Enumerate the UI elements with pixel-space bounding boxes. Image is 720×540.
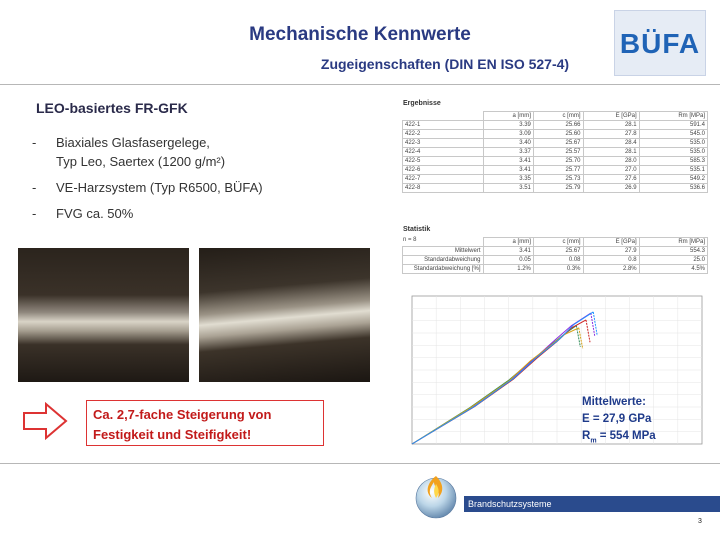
table-cell: 3.40 — [483, 139, 533, 148]
table-cell: 549.2 — [639, 175, 707, 184]
table-header-cell: a [mm] — [483, 112, 533, 121]
table-cell: 585.3 — [639, 157, 707, 166]
table-cell: 554.3 — [639, 247, 707, 256]
table-cell: Mittelwert — [403, 247, 484, 256]
bullet-dash: - — [32, 206, 37, 221]
table-cell: 25.57 — [533, 148, 583, 157]
bullet-text: FVG ca. 50% — [56, 206, 134, 221]
logo-text: BÜFA — [619, 28, 701, 59]
table-cell: 422-8 — [403, 184, 484, 193]
table-cell: 0.3% — [533, 265, 583, 274]
header-divider — [0, 84, 720, 85]
table-cell: 0.08 — [533, 256, 583, 265]
section-heading: LEO-basiertes FR-GFK — [36, 100, 188, 116]
means-strength — [582, 428, 656, 449]
table-cell: 27.8 — [583, 130, 639, 139]
table-cell: 422-4 — [403, 148, 484, 157]
table-cell: 0.05 — [483, 256, 533, 265]
table-cell: 28.0 — [583, 157, 639, 166]
table-row — [403, 139, 708, 148]
table-cell: 27.9 — [583, 247, 639, 256]
means-strength-value: = 554 MPa — [596, 430, 656, 442]
table-cell: 535.0 — [639, 148, 707, 157]
footer-brand: Brandschutzsysteme — [468, 499, 552, 509]
table-cell: 0.8 — [583, 256, 639, 265]
table-cell: 535.0 — [639, 139, 707, 148]
table-row — [403, 184, 708, 193]
means-title: Mittelwerte: — [582, 396, 646, 408]
results-table — [402, 111, 708, 193]
table-cell: 28.1 — [583, 121, 639, 130]
page-subtitle: Zugeigenschaften (DIN EN ISO 527-4) — [320, 56, 570, 72]
table-cell: 25.70 — [533, 157, 583, 166]
bullet-text: Biaxiales Glasfasergelege, — [56, 135, 210, 150]
table-cell: 3.41 — [483, 166, 533, 175]
table-cell: 1.2% — [483, 265, 533, 274]
table-cell: Standardabweichung — [403, 256, 484, 265]
table-cell: 4.5% — [639, 265, 707, 274]
means-modulus: E = 27,9 GPa — [582, 413, 652, 425]
statistics-table — [402, 237, 708, 274]
bullet-dash: - — [32, 135, 37, 150]
table-cell: 27.0 — [583, 166, 639, 175]
table-header-row — [403, 238, 708, 247]
table-row — [403, 247, 708, 256]
bullet-text: VE-Harzsystem (Typ R6500, BÜFA) — [56, 180, 263, 195]
callout-line: Ca. 2,7-fache Steigerung von — [93, 407, 272, 422]
table-header-cell: E [GPa] — [583, 112, 639, 121]
table-cell: 3.51 — [483, 184, 533, 193]
page-number: 3 — [698, 518, 702, 525]
means-strength-subscript: m — [590, 437, 597, 445]
table-cell: 422-7 — [403, 175, 484, 184]
fracture-photo-2 — [199, 248, 370, 382]
table-row — [403, 265, 708, 274]
table-cell: Standardabweichung [%] — [403, 265, 484, 274]
table-cell: 422-3 — [403, 139, 484, 148]
table-cell: 25.66 — [533, 121, 583, 130]
table-header-cell — [403, 238, 484, 247]
means-strength-symbol: R — [582, 430, 591, 442]
table-cell: 3.37 — [483, 148, 533, 157]
table-cell: 3.39 — [483, 121, 533, 130]
footer-divider — [0, 463, 720, 464]
statistics-n: n = 8 — [403, 237, 417, 243]
table-cell: 422-1 — [403, 121, 484, 130]
table-cell: 3.35 — [483, 175, 533, 184]
statistics-title: Statistik — [403, 226, 431, 233]
table-cell: 422-5 — [403, 157, 484, 166]
bullet-item — [32, 206, 372, 224]
table-row — [403, 157, 708, 166]
table-header-cell — [403, 112, 484, 121]
table-cell: 25.79 — [533, 184, 583, 193]
results-tables — [402, 100, 708, 278]
callout-line: Festigkeit und Steifigkeit! — [93, 427, 252, 442]
results-title: Ergebnisse — [403, 100, 441, 107]
table-cell: 2.8% — [583, 265, 639, 274]
bullet-item — [32, 135, 372, 171]
table-cell: 535.1 — [639, 166, 707, 175]
table-cell: 545.0 — [639, 130, 707, 139]
table-cell: 28.1 — [583, 148, 639, 157]
table-header-cell: E [GPa] — [583, 238, 639, 247]
table-row — [403, 175, 708, 184]
table-cell: 3.41 — [483, 157, 533, 166]
bufa-logo — [614, 10, 706, 76]
flame-sphere-logo — [410, 468, 462, 520]
means-box — [582, 394, 656, 449]
table-cell: 25.77 — [533, 166, 583, 175]
table-header-cell: c [mm] — [533, 112, 583, 121]
table-cell: 422-6 — [403, 166, 484, 175]
table-cell: 25.67 — [533, 139, 583, 148]
fracture-photo-1 — [18, 248, 189, 382]
page-title: Mechanische Kennwerte — [249, 24, 471, 45]
stress-strain-chart — [398, 290, 708, 456]
table-cell: 25.73 — [533, 175, 583, 184]
table-cell: 28.4 — [583, 139, 639, 148]
table-row — [403, 166, 708, 175]
table-header-cell: a [mm] — [483, 238, 533, 247]
table-header-row — [403, 112, 708, 121]
table-cell: 25.67 — [533, 247, 583, 256]
arrow-right-icon — [22, 402, 68, 440]
table-row — [403, 130, 708, 139]
table-cell: 26.9 — [583, 184, 639, 193]
bullet-item — [32, 180, 372, 198]
table-cell: 3.09 — [483, 130, 533, 139]
bullet-text-continued: Typ Leo, Saertex (1200 g/m²) — [56, 154, 226, 169]
table-cell: 25.0 — [639, 256, 707, 265]
table-header-cell: Rm [MPa] — [639, 112, 707, 121]
table-row — [403, 148, 708, 157]
table-cell: 591.4 — [639, 121, 707, 130]
table-header-cell: Rm [MPa] — [639, 238, 707, 247]
bullet-dash: - — [32, 180, 37, 195]
table-cell: 3.41 — [483, 247, 533, 256]
table-row — [403, 256, 708, 265]
table-cell: 422-2 — [403, 130, 484, 139]
table-cell: 27.6 — [583, 175, 639, 184]
table-cell: 25.60 — [533, 130, 583, 139]
callout-box — [86, 400, 324, 446]
table-header-cell: c [mm] — [533, 238, 583, 247]
table-cell: 536.6 — [639, 184, 707, 193]
table-row — [403, 121, 708, 130]
